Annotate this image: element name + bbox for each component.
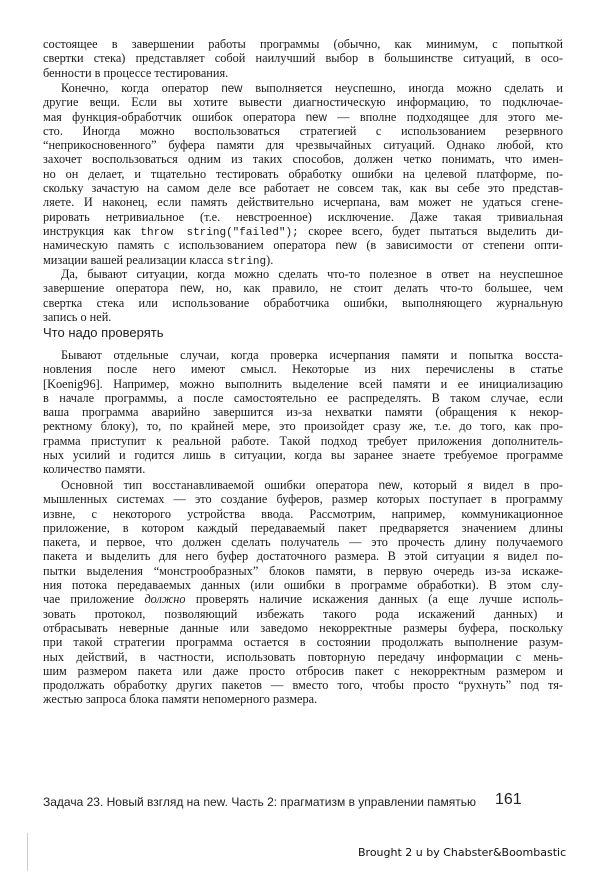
text-run: в начале программы, а после самостоятельно ее распределять. В таком случае, если	[43, 390, 563, 405]
text-run: выполняется неуспешно, иногда можно сделать и	[242, 81, 563, 95]
text-run: рировать нетривиальное (т.е. невстроенное) исключение. Даже такая тривиальная	[43, 209, 563, 224]
text-run: “неприкосновенного” буфера памяти для чрезвычайных ситуаций. Однако любой, кто	[43, 138, 563, 153]
text-line	[43, 535, 563, 549]
text-line	[43, 635, 563, 649]
text-run: шим размером пакета или даже просто отбросив пакет с некорректным размером и	[43, 663, 563, 678]
keyword-run: new	[305, 111, 327, 124]
text-line	[43, 391, 563, 405]
text-line	[43, 152, 563, 166]
text-run: ляете. И наконец, если память действительно исчерпана, вам может не удаться сгене-	[43, 195, 563, 210]
section-heading: Что надо проверять	[43, 325, 164, 340]
text-run: свертка стека или использование обработчика ошибки, выполняющего журнальную	[43, 295, 563, 310]
text-line	[43, 167, 563, 181]
paragraph	[43, 81, 563, 267]
text-line	[43, 448, 563, 462]
text-run: жестью запроса блока памяти непомерного размера.	[43, 692, 318, 707]
text-run: Да, бывают ситуации, когда можно сделать что-то полезное в ответ на неуспешное	[61, 267, 563, 281]
scan-edge-mark	[27, 833, 28, 871]
text-line	[43, 238, 563, 252]
text-run: ваша программа аварийно завершится из-за нехватки памяти (обращения к некор-	[43, 405, 563, 420]
text-line	[43, 362, 563, 376]
text-run: [Koenig96]. Например, можно выполнить выделение всей памяти и ее инициализацию	[43, 376, 563, 391]
text-run: другие вещи. Если вы хотите вывести диагностическую информацию, то подключае-	[43, 95, 563, 110]
text-line	[43, 95, 563, 109]
text-line	[43, 507, 563, 521]
text-run: новления после него имеют смысл. Некоторые из них перечислены в статье	[43, 362, 563, 377]
text-run: зовать протокол, позволяющий избежать такого рода искажений данных) и	[43, 606, 563, 621]
text-run: чае приложение	[43, 592, 145, 607]
text-run: пакета и выделить для него буфер достаточного размера. В этой ситуации я видел по-	[43, 549, 563, 564]
text-line	[43, 110, 563, 124]
text-line	[43, 296, 563, 310]
text-line	[43, 549, 563, 563]
text-run: Основной тип восстанавливаемой ошибки оператора	[61, 478, 379, 492]
text-run: пакета, и первое, что должен сделать получатель — это прочесть длину получаемого	[43, 535, 563, 550]
text-run: Бывают отдельные случаи, когда проверка исчерпания памяти и попытка восста-	[61, 348, 563, 362]
text-run: ных действий, в частности, использовать повторную передачу информации с мень-	[43, 649, 563, 664]
text-run: грамма приступит к реальной работе. Такой подход требует приложения дополнитель-	[43, 433, 563, 448]
text-run: ния потока передаваемых данных (или ошибки в программе обработки). В этом слу-	[43, 578, 563, 593]
text-line	[43, 492, 563, 506]
text-run: при такой стратегии программа остается в состоянии продолжать выполнение разум-	[43, 635, 563, 650]
text-line	[43, 181, 563, 195]
text-run: запись о ней.	[43, 309, 112, 324]
text-line	[43, 621, 563, 635]
text-line	[43, 124, 563, 138]
text-run: мая функция-обработчик ошибок оператора	[43, 109, 306, 124]
text-line	[43, 434, 563, 448]
text-run: количество памяти.	[43, 462, 146, 477]
text-line	[43, 377, 563, 391]
text-run: — вполне подходящее для этого ме-	[326, 109, 563, 124]
text-run: бенности в процессе тестирования.	[43, 65, 229, 80]
text-line	[43, 253, 563, 267]
keyword-run: new	[221, 83, 243, 95]
paragraph	[43, 267, 563, 324]
code-run: string	[226, 255, 267, 267]
paragraph	[43, 478, 563, 707]
text-line	[43, 281, 563, 295]
text-run: приложение, в котором каждый передаваемый пакет предваряется значением длины	[43, 520, 563, 535]
text-run: сто. Иногда можно воспользоваться стратегией с использованием резервного	[43, 123, 563, 138]
emphasis-run: должно	[144, 592, 186, 607]
text-run: инструкция как	[43, 223, 141, 238]
text-line	[43, 81, 563, 95]
text-run: мышленных системах — это создание буферов, размер которых поступает в программу	[43, 492, 563, 507]
text-run: извне, с некоторого устройства ввода. Рассмотрим, например, коммуникационное	[43, 506, 563, 521]
text-run: мизации вашей реализации класса	[43, 252, 227, 267]
text-line	[43, 419, 563, 433]
text-line	[43, 462, 563, 476]
text-line	[43, 521, 563, 535]
text-line	[43, 195, 563, 209]
text-run: захочет воспользоваться одним из таких способов, должен четко понимать, что имен-	[43, 152, 563, 167]
page-number: 161	[495, 791, 522, 808]
text-line	[43, 678, 563, 692]
text-run: состоящее в завершении работы программы (обычно, как минимум, с попыткой	[43, 37, 563, 51]
text-run: отбрасывать неверные данные или заведомо некорректные размеры буфера, поскольку	[43, 620, 563, 635]
text-line	[43, 405, 563, 419]
code-run: throw string("failed");	[140, 226, 299, 239]
text-run: ректному блоку), то, по крайней мере, это произойдет сразу же, т.е. до того, как про-	[43, 419, 563, 434]
text-run: намическую память с использованием оператора	[43, 238, 336, 253]
text-run: Конечно, когда оператор	[61, 81, 222, 95]
text-line	[43, 37, 563, 51]
text-run: завершение оператора	[43, 281, 181, 296]
text-line	[43, 267, 563, 281]
paragraph	[43, 37, 563, 80]
text-run: (в зависимости от степени опти-	[356, 238, 563, 253]
text-run: , который я видел в про-	[399, 478, 563, 492]
text-line	[43, 564, 563, 578]
text-line	[43, 578, 563, 592]
text-run: ).	[266, 252, 274, 267]
text-line	[43, 592, 563, 606]
text-run: , но, как правило, не стоит делать что-то большее, чем	[201, 281, 563, 296]
text-line	[43, 650, 563, 664]
text-run: ных усилий и годится лишь в ситуации, когда вы заранее знаете требуемое программе	[43, 448, 563, 463]
text-line	[43, 310, 563, 324]
text-run: продолжать обработку других пакетов — вместо того, чтобы просто “рухнуть” под тя-	[43, 678, 563, 693]
text-line	[43, 664, 563, 678]
watermark: Brought 2 u by Chabster&Boombastic	[358, 846, 567, 859]
text-line	[43, 51, 563, 65]
text-line	[43, 607, 563, 621]
text-line	[43, 224, 563, 238]
text-line	[43, 478, 563, 492]
paragraph	[43, 348, 563, 477]
text-run: проверять наличие искажения данных (а еще лучше исполь-	[185, 592, 563, 607]
text-line	[43, 210, 563, 224]
running-title: Задача 23. Новый взгляд на new. Часть 2: прагматизм в управлении памятью	[43, 795, 476, 809]
text-run: но он делает, и тщательно тестировать обработку ошибки на целевой платформе, по-	[43, 166, 563, 181]
text-run: пытки выделения “монстрообразных” блоков памяти, в первую очередь из-за искаже-	[43, 563, 563, 578]
text-line	[43, 66, 563, 80]
keyword-run: new	[335, 240, 357, 253]
text-line	[43, 138, 563, 152]
keyword-run: new	[378, 480, 400, 492]
page-footer	[43, 791, 563, 809]
text-line	[43, 348, 563, 362]
keyword-run: new	[180, 283, 202, 296]
text-line	[43, 692, 563, 706]
text-run: скорее всего, будет пытаться выделить ди-	[298, 223, 563, 238]
text-run: свертки стека) представляет собой наилучший выбор в большинстве ситуаций, в осо-	[43, 51, 563, 66]
text-run: скольку зачастую на самом деле все работает не совсем так, как вы себе это представ-	[43, 181, 563, 196]
